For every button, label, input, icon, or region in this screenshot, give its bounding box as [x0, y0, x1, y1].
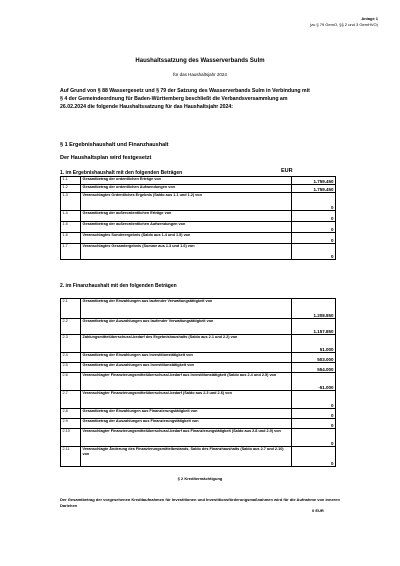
row-number: 2.7: [61, 391, 81, 409]
row-label: Veranschlagter Finanzierungsmittelüberschuss/-bedarf aus Finanzierungstätigkeit (Saldo aus 2.8 und 2.9) von: [81, 429, 292, 447]
row-label: Zahlungsmittelüberschuss/-bedarf des Ergebnishaushalts (Saldo aus 2.1 und 2.2) von: [81, 335, 292, 353]
row-value: 0: [292, 233, 336, 244]
row-value: 1.759.450: [292, 177, 336, 185]
row-label: Gesamtbetrag der ordentlichen Erträge von: [81, 177, 292, 185]
intro-paragraph: Auf Grund von § 88 Wassergesetz und § 79 der Satzung des Wasserverbands Sulm in Verbindung mit § 4 der Gemeindeordnung für Baden-Württemberg beschließt die Verbandsversammlung am 26.02.2024 die folgende Haushaltssatzung für das Haushaltsjahr 2024:: [60, 88, 310, 110]
table-row: [61, 409, 336, 419]
row-label: Veranschlagtes Sonderergebnis (Saldo aus 1.4 und 1.5) von: [81, 233, 292, 244]
row-number: 1.4: [61, 211, 81, 222]
row-number: 2.3: [61, 335, 81, 353]
document-subtitle: für das Haushaltsjahr 2024: [173, 72, 227, 77]
row-label: Gesamtbetrag der ordentlichen Aufwendungen von: [81, 185, 292, 193]
table-row: [61, 373, 336, 391]
table-row: [61, 353, 336, 363]
row-label: Gesamtbetrag der Auszahlungen aus Finanzierungstätigkeit von: [81, 419, 292, 429]
row-value: 0: [292, 429, 336, 447]
finance-heading: 2. im Finanzhaushalt mit den folgenden Beträgen: [60, 283, 177, 289]
row-number: 1.2: [61, 185, 81, 193]
row-number: 2.8: [61, 409, 81, 419]
table-row: [61, 447, 336, 467]
row-value: 0: [292, 419, 336, 429]
row-number: 2.9: [61, 419, 81, 429]
annex-reference: [310, 16, 378, 27]
table-row: [61, 222, 336, 233]
row-label: Veranschlagte Änderung des Finanzierungsmittelbestands, Saldo des Finanzhaushalts (Saldo aus 2.7 und 2.10) von: [81, 447, 292, 467]
row-value: 0: [292, 409, 336, 419]
row-label: Veranschlagtes Gesamtergebnis (Summe aus 1.3 und 1.6) von: [81, 244, 292, 260]
row-label: Gesamtbetrag der Einzahlungen aus Finanzierungstätigkeit von: [81, 409, 292, 419]
credit-value: 0 EUR: [312, 508, 324, 513]
row-number: 2.6: [61, 373, 81, 391]
row-number: 1.5: [61, 222, 81, 233]
row-number: 1.1: [61, 177, 81, 185]
finance-table: [60, 298, 336, 467]
credit-text: Der Gesamtbetrag der vorgesehenen Kreditaufnahmen für Investitionen und Investitionsförderungsmaßnahmen wird für die Aufnahme von inneren Darlehen: [60, 497, 340, 508]
row-label: Veranschlagter Finanzierungsmittelüberschuss/-bedarf (Saldo aus 2.3 und 2.6) von: [81, 391, 292, 409]
row-number: 1.6: [61, 233, 81, 244]
results-table: [60, 176, 336, 260]
table-row: [61, 233, 336, 244]
row-label: Gesamtbetrag der außerordentlichen Erträge von: [81, 211, 292, 222]
annex-label: Anlage 1: [361, 16, 378, 21]
document-title: Haushaltssatzung des Wasserverbands Sulm: [135, 58, 265, 64]
table-row: [61, 193, 336, 211]
row-label: Gesamtbetrag der außerordentlichen Aufwendungen von: [81, 222, 292, 233]
row-value: 0: [292, 211, 336, 222]
row-value: 554.000: [292, 363, 336, 373]
table-row: [61, 391, 336, 409]
row-value: -51.000: [292, 373, 336, 391]
table-row: [61, 185, 336, 193]
row-number: 1.7: [61, 244, 81, 260]
table-row: [61, 319, 336, 335]
row-number: 2.2: [61, 319, 81, 335]
row-label: Gesamtbetrag der Einzahlungen aus Investitionstätigkeit von: [81, 353, 292, 363]
section-1-heading: § 1 Ergebnishaushalt und Finanzhaushalt: [60, 142, 169, 148]
row-value: 1.157.850: [292, 319, 336, 335]
row-value: 0: [292, 391, 336, 409]
table-row: [61, 211, 336, 222]
row-number: 1.3: [61, 193, 81, 211]
table-row: [61, 299, 336, 319]
row-label: Gesamtbetrag der Auszahlungen aus Investitionstätigkeit von: [81, 363, 292, 373]
row-value: 51.000: [292, 335, 336, 353]
row-label: Veranschlagtes Ordentliches Ergebnis (Saldo aus 1.1 und 1.2) von: [81, 193, 292, 211]
table-row: [61, 244, 336, 260]
row-number: 2.4: [61, 353, 81, 363]
table-row: [61, 419, 336, 429]
section-2-heading: § 2 Kreditermächtigung: [177, 476, 223, 481]
row-number: 2.5: [61, 363, 81, 373]
row-value: 0: [292, 447, 336, 467]
row-number: 2.11: [61, 447, 81, 467]
table-row: [61, 429, 336, 447]
row-label: Gesamtbetrag der Einzahlungen aus laufender Verwaltungstätigkeit von: [81, 299, 292, 319]
row-value: 0: [292, 222, 336, 233]
row-label: Gesamtbetrag der Auszahlungen aus laufender Verwaltungstätigkeit von: [81, 319, 292, 335]
annex-legal-reference: (zu § 79 GemO, §§ 2 und 3 GemHVO): [309, 21, 378, 27]
plan-statement: Der Haushaltsplan wird festgesetzt: [60, 155, 152, 161]
row-number: 2.10: [61, 429, 81, 447]
table-row: [61, 335, 336, 353]
row-value: 503.000: [292, 353, 336, 363]
table-row: [61, 363, 336, 373]
row-value: 0: [292, 244, 336, 260]
row-value: 1.759.450: [292, 185, 336, 193]
results-heading: 1. im Ergebnishaushalt mit den folgenden Beträgen: [60, 170, 183, 176]
row-label: Veranschlagter Finanzierungsmittelüberschuss/-bedarf aus Investitionstätigkeit (Saldo aus 2.4 und 2.5) von: [81, 373, 292, 391]
row-value: 1.208.850: [292, 299, 336, 319]
table-row: [61, 177, 336, 185]
row-value: 0: [292, 193, 336, 211]
row-number: 2.1: [61, 299, 81, 319]
currency-label: EUR: [281, 168, 293, 174]
